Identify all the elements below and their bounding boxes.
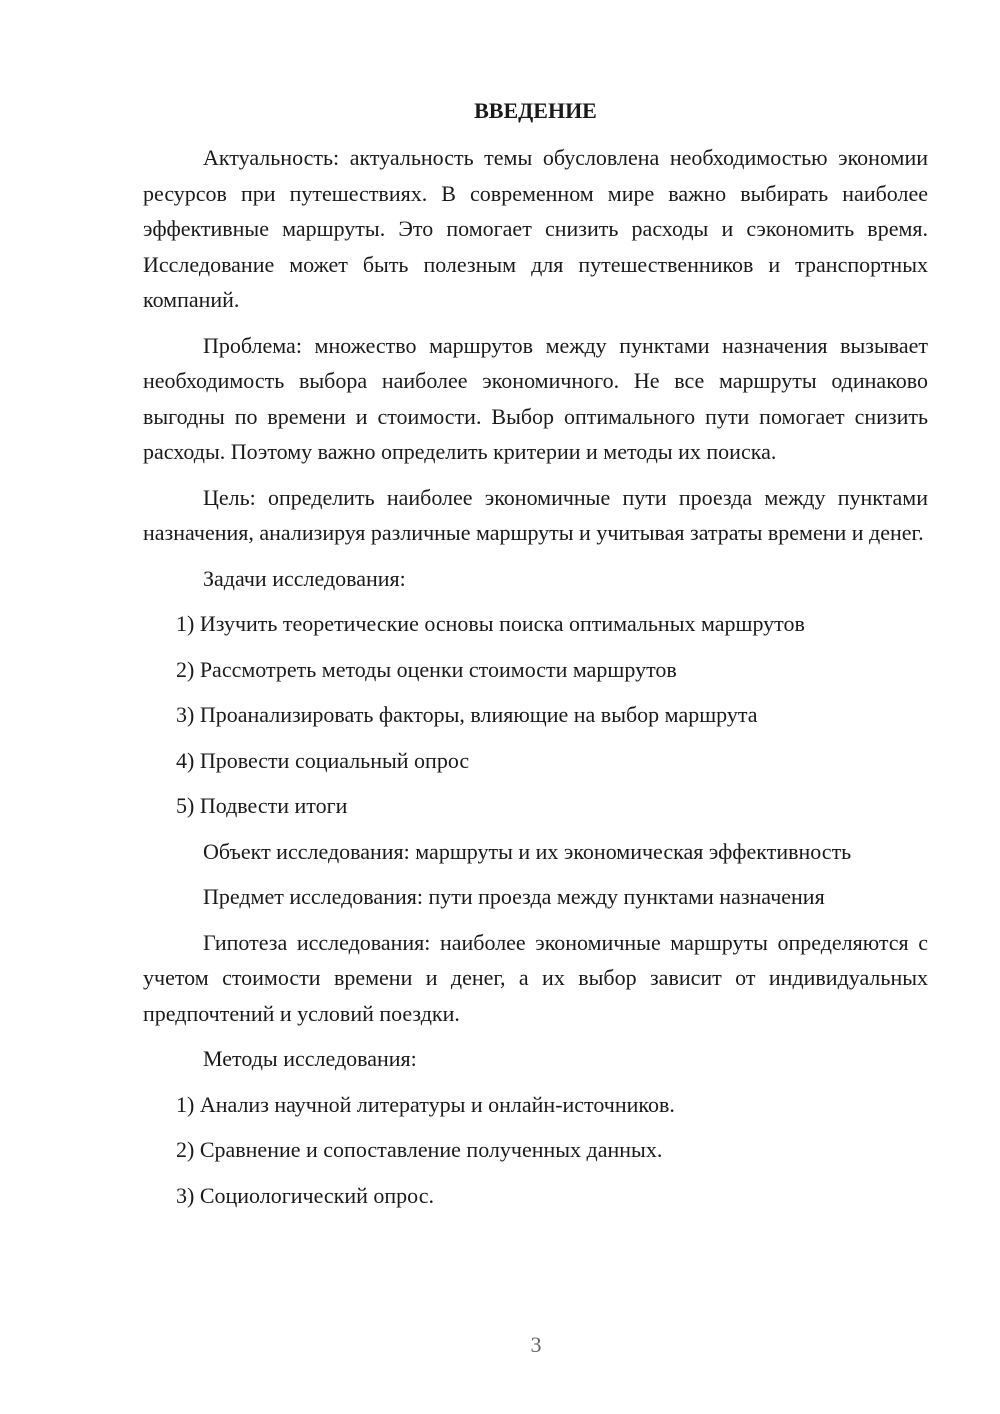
methods-heading: Методы исследования: bbox=[203, 1046, 417, 1071]
list-item: 1) Изучить теоретические основы поиска оптимальных маршрутов bbox=[176, 611, 805, 636]
page-number: 3 bbox=[530, 1332, 542, 1357]
list-item: 3) Социологический опрос. bbox=[176, 1182, 434, 1208]
subject-paragraph: Предмет исследования: пути проезда между пунктами назначения bbox=[203, 884, 825, 909]
relevance-paragraph: Актуальность: актуальность темы обусловлена необходимостью экономии ресурсов при путешествиях. В современном мире важно выбирать наиболее эффективные маршруты. Это помогает снизить расходы и сэкономить время. Исследование может быть полезным для путешественников и транспортных компаний. bbox=[143, 145, 928, 312]
document-page bbox=[143, 96, 928, 1223]
document-title: ВВЕДЕНИЕ bbox=[474, 98, 597, 123]
list-item: 1) Анализ научной литературы и онлайн-источников. bbox=[176, 1091, 675, 1117]
tasks-list bbox=[143, 606, 928, 824]
list-item: 2) Рассмотреть методы оценки стоимости маршрутов bbox=[176, 656, 677, 682]
list-item: 5) Подвести итоги bbox=[176, 793, 348, 818]
object-paragraph: Объект исследования: маршруты и их экономическая эффективность bbox=[203, 838, 852, 864]
problem-paragraph: Проблема: множество маршрутов между пунктами назначения вызывает необходимость выбора наиболее экономичного. Не все маршруты одинаково выгодны по времени и стоимости. Выбор оптимального пути помогает снизить расходы. Поэтому важно определить критерии и методы их поиска. bbox=[143, 332, 928, 464]
list-item: 4) Провести социальный опрос bbox=[176, 747, 470, 773]
methods-list bbox=[143, 1087, 928, 1214]
list-item: 3) Проанализировать факторы, влияющие на выбор маршрута bbox=[176, 702, 758, 727]
hypothesis-paragraph: Гипотеза исследования: наиболее экономичные маршруты определяются с учетом стоимости времени и денег, а их выбор зависит от индивидуальных предпочтений и условий поездки. bbox=[143, 929, 928, 1026]
tasks-heading: Задачи исследования: bbox=[203, 565, 406, 591]
goal-paragraph: Цель: определить наиболее экономичные пути проезда между пунктами назначения, анализируя различные маршруты и учитывая затраты времени и денег. bbox=[143, 484, 928, 545]
list-item: 2) Сравнение и сопоставление полученных данных. bbox=[176, 1137, 663, 1162]
